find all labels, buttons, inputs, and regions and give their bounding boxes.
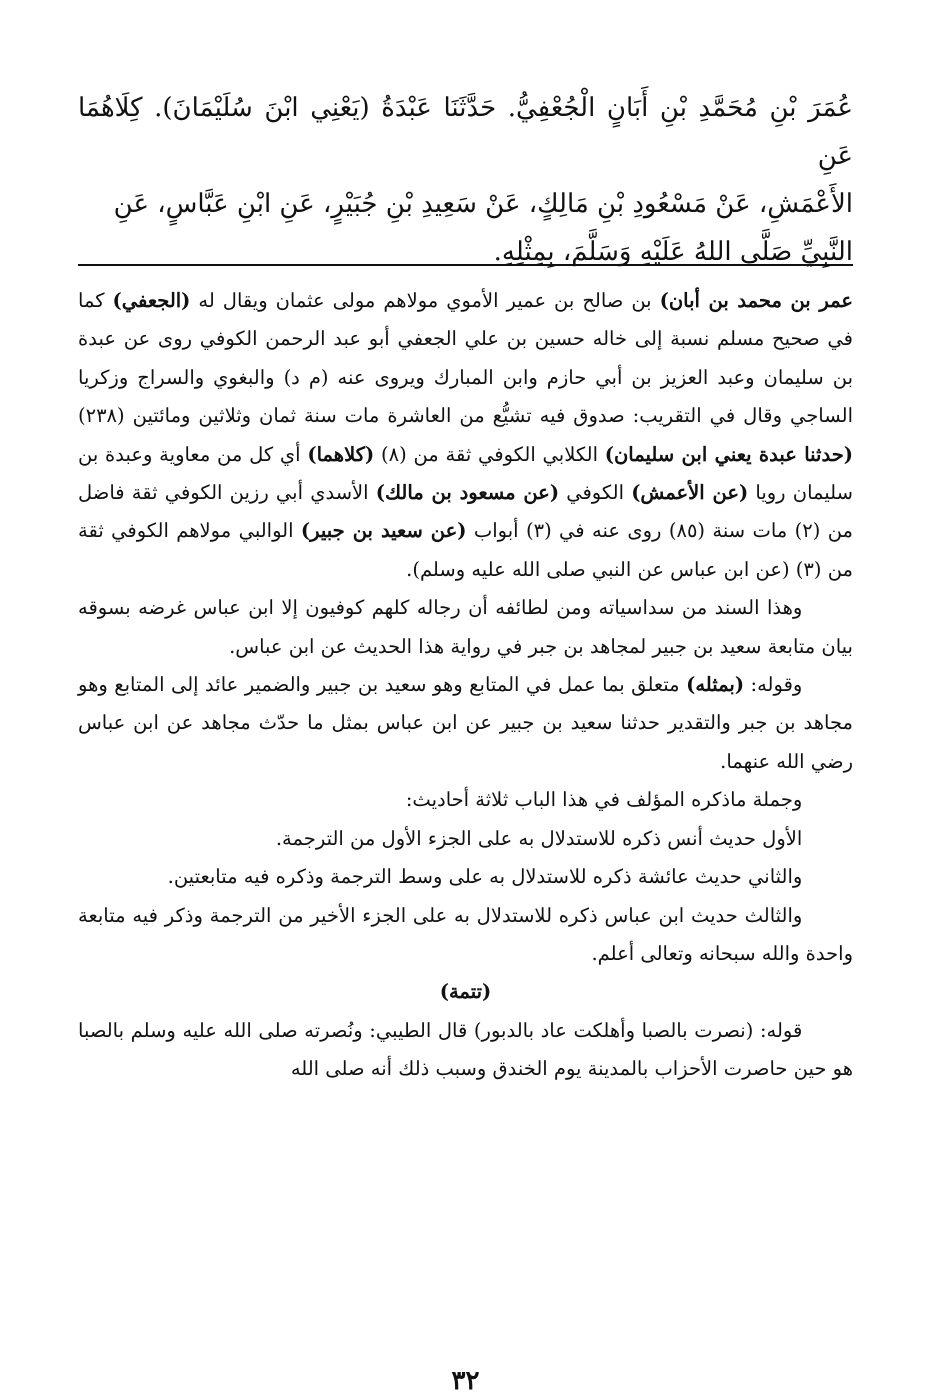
footnote-divider <box>78 264 853 266</box>
bold-phrase: (عن سعيد بن جبير) <box>300 519 467 543</box>
commentary-paragraph: والثالث حديث ابن عباس ذكره للاستدلال به على الجزء الأخير من الترجمة وذكر فيه متابعة واحدة والله سبحانه وتعالى أعلم. <box>78 903 853 965</box>
commentary-paragraph: وقوله: (بمثله) متعلق بما عمل في المتابع وهو سعيد بن جبير والضمير عائد إلى المتابع وهو مجاهد بن جبر والتقدير حدثنا سعيد بن جبير عن ابن عباس بمثل ما حدّث مجاهد عن ابن عباس رضي الله عنهما. <box>78 673 853 773</box>
hadith-line: عُمَرَ بْنِ مُحَمَّدِ بْنِ أَبَانٍ الْجُعْفِيُّ. حَدَّثَنَا عَبْدَةُ (يَعْنِي ابْنَ سُلَيْمَانَ). كِلَاهُمَا عَنِ <box>78 93 853 171</box>
bold-phrase: (عن مسعود بن مالك) <box>375 481 560 505</box>
commentary-paragraph: والثاني حديث عائشة ذكره للاستدلال به على وسط الترجمة وذكره فيه متابعتين. <box>167 865 803 889</box>
hadith-line: الأَعْمَشِ، عَنْ مَسْعُودِ بْنِ مَالِكٍ، عَنْ سَعِيدِ بْنِ جُبَيْرٍ، عَنِ ابْنِ عَبَّاسٍ، عَنِ <box>113 189 853 219</box>
section-heading: (تتمة) <box>439 980 492 1004</box>
commentary-section <box>78 282 853 1089</box>
page-number: ٣٢ <box>451 1366 480 1396</box>
bold-phrase: (بمثله) <box>686 673 745 697</box>
commentary-paragraph: وهذا السند من سداسياته ومن لطائفه أن رجاله كلهم كوفيون إلا ابن عباس غرضه بسوقه بيان متابعة سعيد بن جبير لمجاهد بن جبر في رواية هذا الحديث عن ابن عباس. <box>78 596 853 658</box>
commentary-paragraph: الأول حديث أنس ذكره للاستدلال به على الجزء الأول من الترجمة. <box>275 826 803 850</box>
bold-phrase: عمر بن محمد بن أبان) <box>659 289 853 312</box>
bold-phrase: (عن الأعمش) <box>631 481 749 505</box>
book-page <box>78 84 853 1396</box>
commentary-paragraph: قوله: (نصرت بالصبا وأهلكت عاد بالدبور) قال الطيبي: ونُصرته صلى الله عليه وسلم بالصبا هو حين حاصرت الأحزاب بالمدينة يوم الخندق وسبب ذلك أنه صلى الله <box>78 1018 853 1081</box>
hadith-line: النَّبِيِّ صَلَّى اللهُ عَلَيْهِ وَسَلَّمَ، بِمِثْلِهِ. <box>493 237 853 267</box>
commentary-paragraph: وجملة ماذكره المؤلف في هذا الباب ثلاثة أحاديث: <box>405 788 803 812</box>
commentary-paragraph: عمر بن محمد بن أبان) بن صالح بن عمير الأموي مولاهم مولى عثمان ويقال له (الجعفي) كما في صحيح مسلم نسبة إلى خاله حسين بن علي الجعفي أبو عبد الرحمن الكوفي روى عن عبدة بن سليمان وعبد العزيز بن أبي حازم وابن المبارك ويروى عنه (م د) والبغوي والسراج وزكريا الساجي وقال في التقريب: صدوق فيه تشيُّع من العاشرة مات سنة ثمان وثلاثين ومائتين (٢٣٨) (حدثنا عبدة يعني ابن سليمان) الكلابي الكوفي ثقة من (٨) (كلاهما) أي كل من معاوية وعبدة بن سليمان رويا (عن الأعمش) الكوفي (عن مسعود بن مالك) الأسدي أبي رزين الكوفي ثقة فاضل من (٢) مات سنة (٨٥) روى عنه في (٣) أبواب (عن سعيد بن جبير) الوالبي مولاهم الكوفي ثقة من (٣) (عن ابن عباس عن النبي صلى الله عليه وسلم). <box>78 289 853 581</box>
hadith-text <box>78 84 853 276</box>
bold-phrase: (كلاهما) <box>307 442 375 466</box>
bold-phrase: (حدثنا عبدة يعني ابن سليمان) <box>604 442 853 466</box>
bold-phrase: (الجعفي) <box>112 289 191 312</box>
